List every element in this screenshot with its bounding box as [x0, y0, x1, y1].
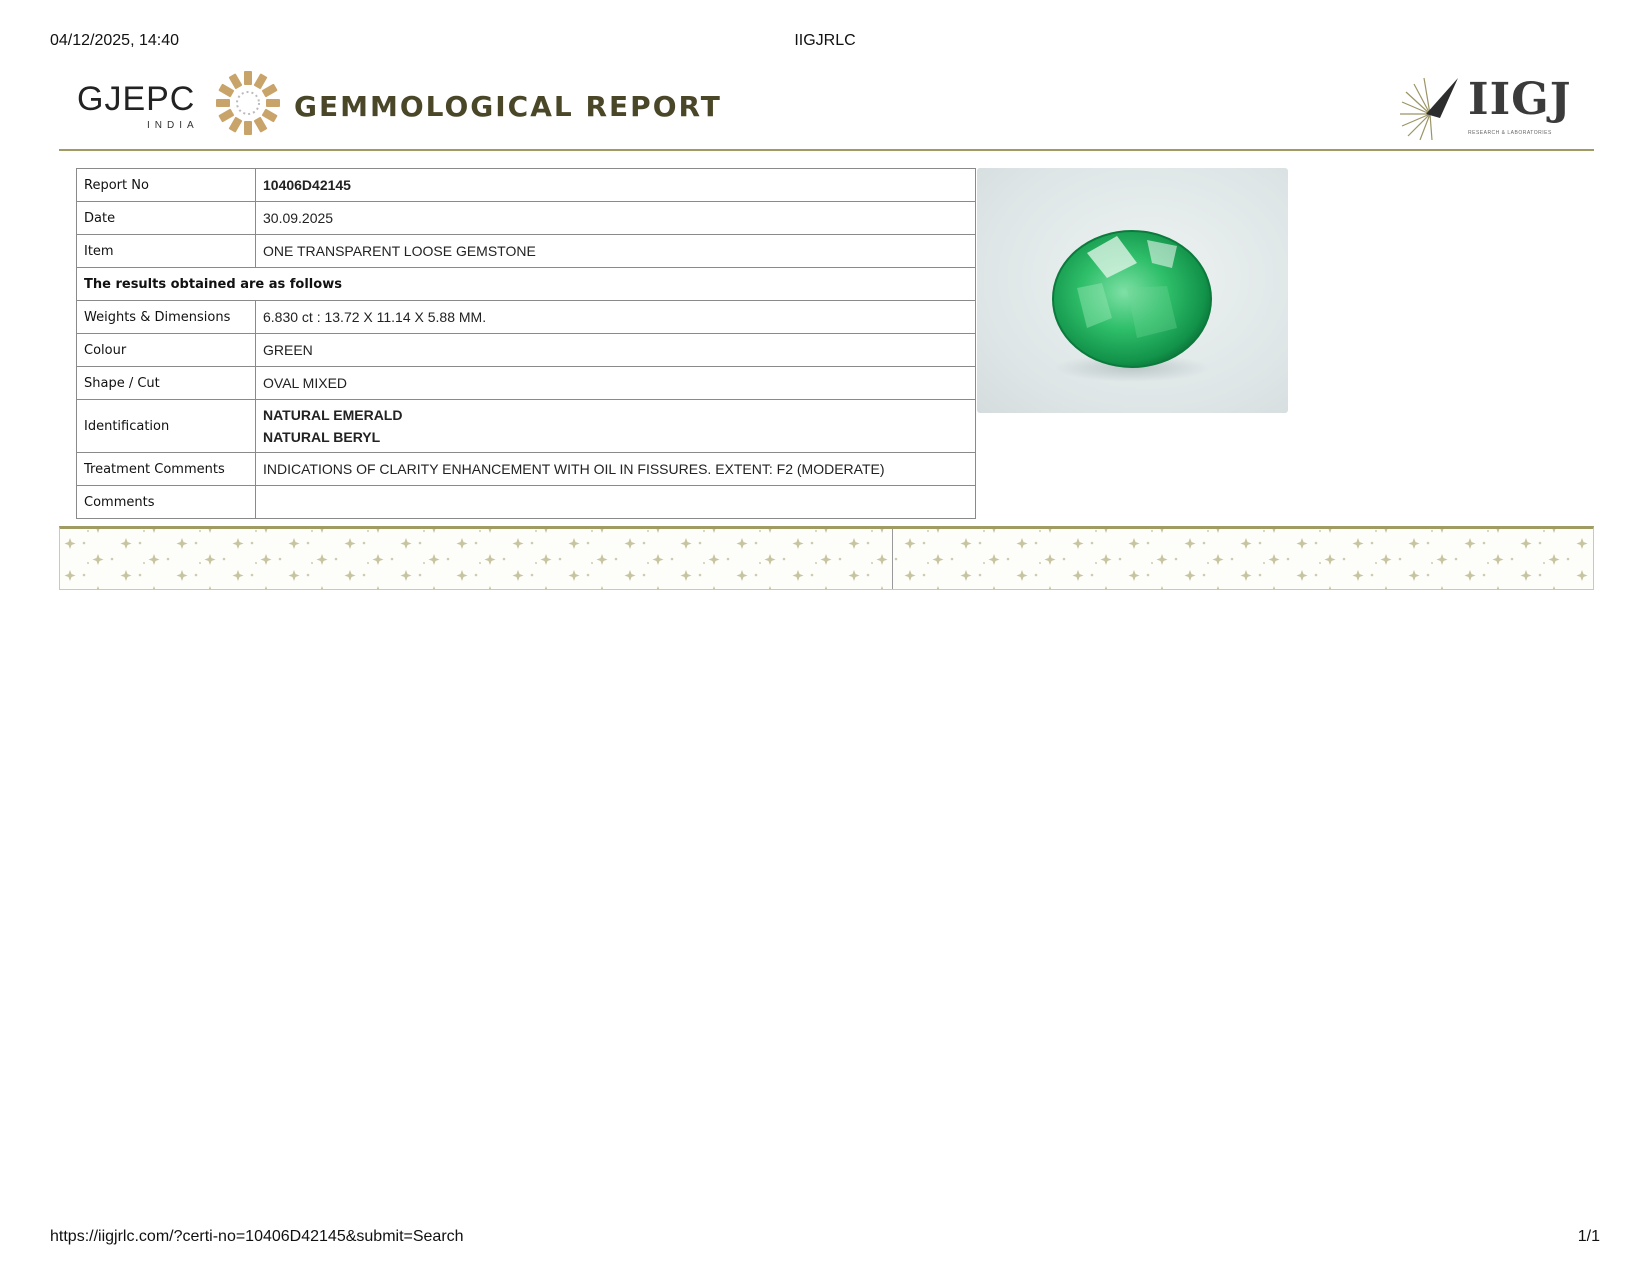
pattern-band-divider: [892, 529, 893, 589]
identification-value: [256, 400, 976, 453]
decorative-pattern-band: [59, 526, 1594, 590]
gjepc-sunburst-icon: [215, 70, 281, 136]
colour-label: Colour: [77, 334, 256, 367]
iigj-logo: [1396, 70, 1576, 144]
table-row-item: [77, 235, 976, 268]
iigj-logo-text: IIGJ: [1468, 74, 1572, 125]
treatment-value: INDICATIONS OF CLARITY ENHANCEMENT WITH OIL IN FISSURES. EXTENT: F2 (MODERATE): [256, 453, 976, 486]
item-value: ONE TRANSPARENT LOOSE GEMSTONE: [256, 235, 976, 268]
date-label: Date: [77, 202, 256, 235]
emerald-gem-icon: [977, 168, 1288, 413]
table-row-shape: [77, 367, 976, 400]
table-row-weights: [77, 301, 976, 334]
print-site-title: IIGJRLC: [794, 32, 856, 49]
shape-value: OVAL MIXED: [256, 367, 976, 400]
identification-secondary: NATURAL BERYL: [263, 429, 381, 445]
print-footer-page: 1/1: [1577, 1228, 1600, 1245]
table-row-results-heading: [77, 268, 976, 301]
table-row-identification: [77, 400, 976, 453]
report-header: [59, 62, 1594, 152]
sparkle-pattern: [60, 529, 1593, 589]
report-no-value: 10406D42145: [256, 169, 976, 202]
weights-value: 6.830 ct : 13.72 X 11.14 X 5.88 MM.: [256, 301, 976, 334]
identification-primary: NATURAL EMERALD: [263, 407, 403, 423]
report-title: GEMMOLOGICAL REPORT: [294, 90, 722, 123]
gjepc-logo: [77, 70, 277, 144]
print-footer-url: https://iigjrlc.com/?certi-no=10406D42145&submit=Search: [50, 1228, 464, 1245]
table-row-report-no: [77, 169, 976, 202]
print-datetime: 04/12/2025, 14:40: [50, 32, 180, 49]
table-row-treatment: [77, 453, 976, 486]
table-row-date: [77, 202, 976, 235]
comments-label: Comments: [77, 486, 256, 519]
treatment-label: Treatment Comments: [77, 453, 256, 486]
identification-label: Identification: [77, 400, 256, 453]
header-divider: [59, 149, 1594, 151]
weights-label: Weights & Dimensions: [77, 301, 256, 334]
gemstone-photo: [977, 168, 1288, 413]
shape-label: Shape / Cut: [77, 367, 256, 400]
results-heading: The results obtained are as follows: [77, 268, 976, 301]
table-row-comments: [77, 486, 976, 519]
item-label: Item: [77, 235, 256, 268]
iigj-burst-icon: [1396, 74, 1464, 140]
report-no-label: Report No: [77, 169, 256, 202]
table-row-colour: [77, 334, 976, 367]
gjepc-logo-text: GJEPC: [77, 80, 196, 118]
gjepc-logo-subtext: INDIA: [147, 120, 199, 131]
comments-value: [256, 486, 976, 519]
colour-value: GREEN: [256, 334, 976, 367]
date-value: 30.09.2025: [256, 202, 976, 235]
report-details-table: [76, 168, 976, 519]
iigj-logo-subtext: RESEARCH & LABORATORIES: [1468, 130, 1552, 136]
